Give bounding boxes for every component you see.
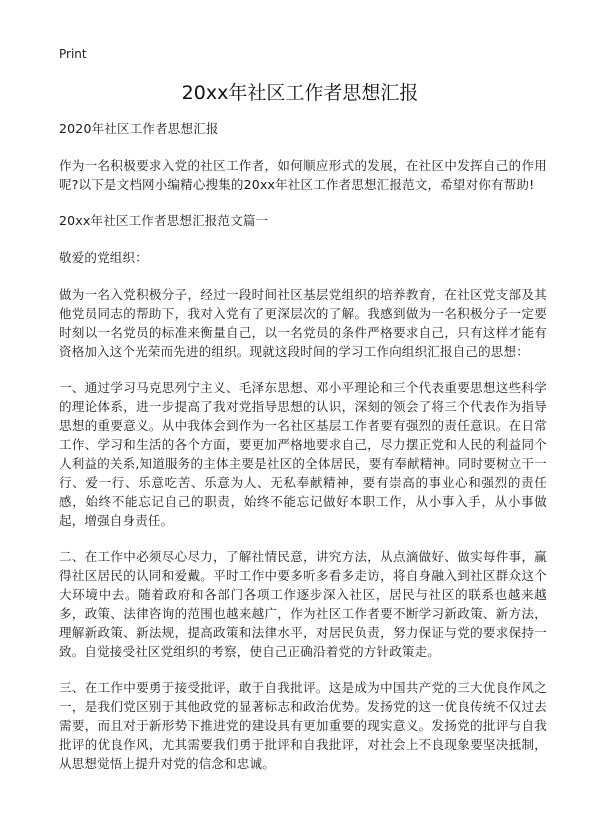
paragraph-subtitle: 2020年社区工作者思想汇报 [59,121,219,136]
document-title: 20xx年社区工作者思想汇报 [181,82,419,104]
paragraph-intro: 作为一名积极要求入党的社区工作者，如何顺应形式的发展，在社区中发挥自己的作用呢?以下是文档网小编精心搜集的20xx年社区工作者思想汇报范文，希望对你有帮助! [59,158,547,192]
paragraph-salutation: 敬爱的党组织： [59,250,148,265]
paragraph-point-3: 三、在工作中要勇于接受批评，敢于自我批评。这是成为中国共产党的三大优良作风之一，是我们党区别于其他政党的显著标志和政治优势。发扬党的这一优良传统不仅过去需要，而且对于新形势下推进党的建设具有更加重要的现实意义。发扬党的批评与自我批评的优良作风，尤其需要我们勇于批评和自我批评，对社会上不良现象要坚决抵制，从思想觉悟上提升对党的信念和忠诚。 [59,680,547,771]
document-body [59,119,547,790]
paragraph-point-2: 二、在工作中必须尽心尽力，了解社情民意，讲究方法，从点滴做好、做实每件事，赢得社区居民的认同和爱戴。平时工作中要多听多看多走访，将自身融入到社区群众这个大环境中去。随着政府和各部门各项工作逐步深入社区，居民与社区的联系也越来越多，政策、法律咨询的范围也越来越广，作为社区工作者要不断学习新政策、新方法，理解新政策、新法规，提高政策和法律水平，对居民负责，努力保证与党的要求保持一致。自觉接受社区党组织的考察，使自己正确沿着党的方针政策走。 [59,549,547,659]
paragraph-point-1: 一、通过学习马克思列宁主义、毛泽东思想、邓小平理论和三个代表重要思想这些科学的理论体系，进一步提高了我对党指导思想的认识，深刻的领会了将三个代表作为指导思想的重要意义。从中我体会到作为一名社区基层工作者要有强烈的责任意识。在日常工作、学习和生活的各个方面，要更加严格地要求自己，尽力摆正党和人民的利益同个人利益的关系,知道服务的主体主要是社区的全体居民，要有奉献精神。同时要树立干一行、爱一行、乐意吃苦、乐意为人、无私奉献精神，要有崇高的事业心和强烈的责任感，始终不能忘记自己的职责，始终不能忘记做好本职工作，从小事入手，从小事做起，增强自身责任。 [59,380,547,528]
print-link[interactable]: Print [59,47,87,61]
paragraph-section-heading: 20xx年社区工作者思想汇报范文篇一 [59,213,269,228]
paragraph-body-1: 做为一名入党积极分子，经过一段时间社区基层党组织的培养教育，在社区党支部及其他党员同志的帮助下，我对入党有了更深层次的了解。我感到做为一名积极分子一定要时刻以一名党员的标准来衡量自己，以一名党员的条件严格要求自己，只有这样才能有资格加入这个光荣而先进的组织。现就这段时间的学习工作向组织汇报自己的思想： [59,287,547,359]
